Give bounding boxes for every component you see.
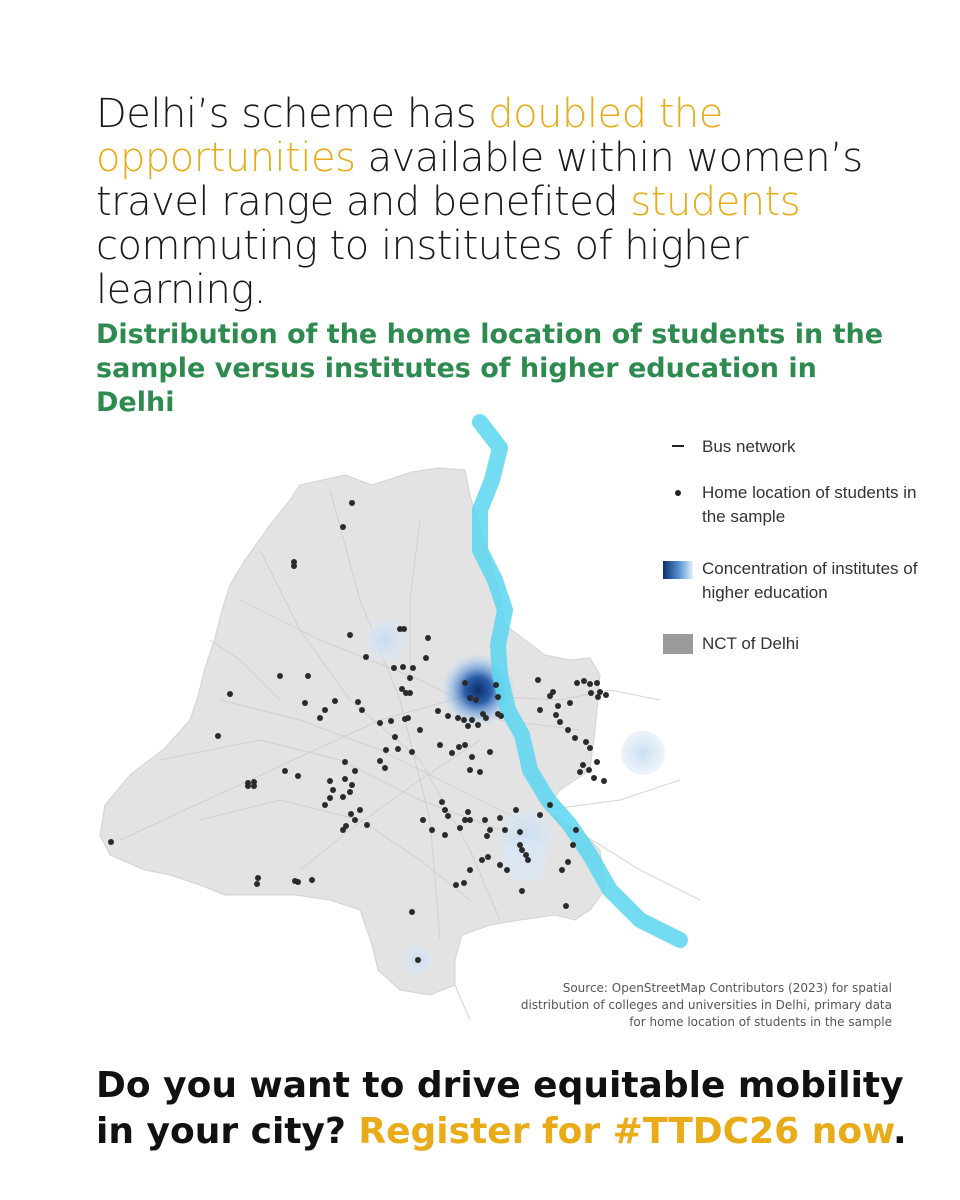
student-home-dot <box>340 524 346 530</box>
student-home-dot <box>467 767 473 773</box>
nct-delhi-region <box>100 468 605 995</box>
concentration-north <box>365 620 405 660</box>
student-home-dot <box>359 707 365 713</box>
student-home-dot <box>382 765 388 771</box>
student-home-dot <box>407 675 413 681</box>
student-home-dot <box>567 700 573 706</box>
legend-label: Concentration of institutes of higher education <box>702 559 918 602</box>
register-link[interactable]: Register for #TTDC26 now <box>358 1111 894 1152</box>
student-home-dot <box>349 782 355 788</box>
student-home-dot <box>587 681 593 687</box>
student-home-dot <box>519 888 525 894</box>
student-home-dot <box>347 789 353 795</box>
student-home-dot <box>420 817 426 823</box>
student-home-dot <box>594 680 600 686</box>
student-home-dot <box>565 727 571 733</box>
student-home-dot <box>535 677 541 683</box>
concentration-gradient-swatch <box>663 561 693 579</box>
student-home-dot <box>392 734 398 740</box>
student-home-dot <box>462 742 468 748</box>
student-home-dot <box>479 857 485 863</box>
student-home-dot <box>245 783 251 789</box>
student-home-dot <box>547 693 553 699</box>
student-home-dot <box>591 775 597 781</box>
student-home-dot <box>349 500 355 506</box>
source-note: Source: OpenStreetMap Contributors (2023) for spatial distribution of colleges and universities in Delhi, primary data for home location of students in the sample <box>520 981 892 1029</box>
student-home-dot <box>292 878 298 884</box>
student-home-dot <box>467 867 473 873</box>
student-home-dot <box>342 759 348 765</box>
student-home-dot <box>498 713 504 719</box>
student-home-dot <box>407 690 413 696</box>
student-home-dot <box>473 697 479 703</box>
student-home-dot <box>465 809 471 815</box>
student-home-dot <box>583 739 589 745</box>
student-home-dot <box>577 769 583 775</box>
student-home-dot <box>317 715 323 721</box>
student-home-dot <box>487 749 493 755</box>
student-home-dot <box>555 703 561 709</box>
student-home-dot <box>383 747 389 753</box>
student-home-dot <box>519 847 525 853</box>
student-home-dot <box>557 719 563 725</box>
map-subtitle: Distribution of the home location of students in the sample versus institutes of higher education in Delhi <box>96 319 884 418</box>
student-home-dot <box>573 827 579 833</box>
student-home-dot <box>574 680 580 686</box>
student-home-dot <box>355 699 361 705</box>
student-home-dot <box>363 654 369 660</box>
student-home-dot <box>437 742 443 748</box>
student-home-dot <box>469 754 475 760</box>
student-home-dot <box>332 698 338 704</box>
student-home-dot <box>517 829 523 835</box>
student-home-dot <box>580 762 586 768</box>
student-home-dot <box>461 880 467 886</box>
student-home-dot <box>291 563 297 569</box>
student-home-dot <box>357 807 363 813</box>
student-home-dot <box>377 758 383 764</box>
student-home-dot <box>547 802 553 808</box>
student-home-dot <box>487 827 493 833</box>
student-home-dot <box>347 632 353 638</box>
student-home-dot <box>455 715 461 721</box>
student-home-dot <box>439 799 445 805</box>
student-home-dot <box>255 875 261 881</box>
student-home-dot <box>483 715 489 721</box>
student-home-dot <box>493 682 499 688</box>
student-home-dot <box>342 776 348 782</box>
student-home-dot <box>409 749 415 755</box>
student-home-dot <box>352 817 358 823</box>
student-home-dot <box>254 881 260 887</box>
student-home-dot <box>513 807 519 813</box>
student-home-dot <box>322 707 328 713</box>
student-home-dot <box>445 813 451 819</box>
student-home-dot <box>340 827 346 833</box>
legend-label: Home location of students in the sample <box>702 483 917 526</box>
student-home-dot <box>327 795 333 801</box>
student-home-dot <box>442 807 448 813</box>
student-home-dot <box>227 691 233 697</box>
student-home-dot <box>475 722 481 728</box>
student-home-dot <box>504 867 510 873</box>
student-home-dot <box>553 712 559 718</box>
student-home-dot <box>445 713 451 719</box>
headline-highlight-students: students <box>630 179 801 225</box>
student-home-dot <box>462 680 468 686</box>
student-home-dot <box>594 759 600 765</box>
student-home-dot <box>465 723 471 729</box>
student-home-dot <box>302 700 308 706</box>
student-home-dot <box>588 690 594 696</box>
student-home-dot <box>377 720 383 726</box>
student-home-dot <box>391 665 397 671</box>
student-home-dot <box>401 626 407 632</box>
student-home-dot <box>603 692 609 698</box>
student-home-dot <box>453 882 459 888</box>
student-home-dot <box>563 903 569 909</box>
student-home-dot <box>340 794 346 800</box>
student-home-dot <box>417 727 423 733</box>
student-home-dot <box>282 768 288 774</box>
student-home-dot <box>251 783 257 789</box>
student-home-dot <box>388 718 394 724</box>
student-home-dot <box>570 842 576 848</box>
student-home-dot <box>429 827 435 833</box>
student-home-dot <box>559 867 565 873</box>
bus-network-swatch <box>672 445 684 447</box>
student-home-dot <box>502 827 508 833</box>
student-home-dot <box>305 673 311 679</box>
student-home-dot <box>410 665 416 671</box>
student-home-dot <box>322 802 328 808</box>
student-home-dot <box>215 733 221 739</box>
student-home-dot <box>449 750 455 756</box>
home-dot-swatch <box>675 490 681 496</box>
student-home-dot <box>467 817 473 823</box>
student-home-dot <box>400 664 406 670</box>
legend-label: Bus network <box>702 437 796 456</box>
student-home-dot <box>482 817 488 823</box>
student-home-dot <box>108 839 114 845</box>
student-home-dot <box>457 825 463 831</box>
student-home-dot <box>537 707 543 713</box>
student-home-dot <box>477 769 483 775</box>
student-home-dot <box>309 877 315 883</box>
student-home-dot <box>461 717 467 723</box>
legend-label: NCT of Delhi <box>702 634 799 653</box>
student-home-dot <box>565 859 571 865</box>
student-home-dot <box>469 717 475 723</box>
student-home-dot <box>295 773 301 779</box>
student-home-dot <box>586 767 592 773</box>
student-home-dot <box>595 694 601 700</box>
student-home-dot <box>395 746 401 752</box>
student-home-dot <box>467 695 473 701</box>
student-home-dot <box>601 778 607 784</box>
student-home-dot <box>525 857 531 863</box>
student-home-dot <box>425 635 431 641</box>
student-home-dot <box>497 862 503 868</box>
student-home-dot <box>495 694 501 700</box>
student-home-dot <box>485 854 491 860</box>
student-home-dot <box>456 744 462 750</box>
headline: Delhi’s scheme has doubled the opportunities available within women’s travel range and benefited students commuting to institutes of higher learning. <box>96 91 863 313</box>
student-home-dot <box>442 832 448 838</box>
student-home-dot <box>348 811 354 817</box>
student-home-dot <box>277 673 283 679</box>
student-home-dot <box>327 778 333 784</box>
concentration-east <box>621 731 665 775</box>
student-home-dot <box>409 909 415 915</box>
student-home-dot <box>435 708 441 714</box>
headline-highlight-opportunities: doubled the opportunities <box>96 91 723 181</box>
student-home-dot <box>581 678 587 684</box>
student-home-dot <box>330 787 336 793</box>
call-to-action: Do you want to drive equitable mobility in your city? Register for #TTDC26 now. <box>96 1065 907 1152</box>
student-home-dot <box>537 812 543 818</box>
student-home-dot <box>572 735 578 741</box>
student-home-dot <box>415 957 421 963</box>
student-home-dot <box>587 745 593 751</box>
student-home-dot <box>497 815 503 821</box>
student-home-dot <box>484 833 490 839</box>
student-home-dot <box>405 715 411 721</box>
student-home-dot <box>423 655 429 661</box>
student-home-dot <box>364 822 370 828</box>
student-home-dot <box>352 768 358 774</box>
nct-swatch <box>663 634 693 654</box>
